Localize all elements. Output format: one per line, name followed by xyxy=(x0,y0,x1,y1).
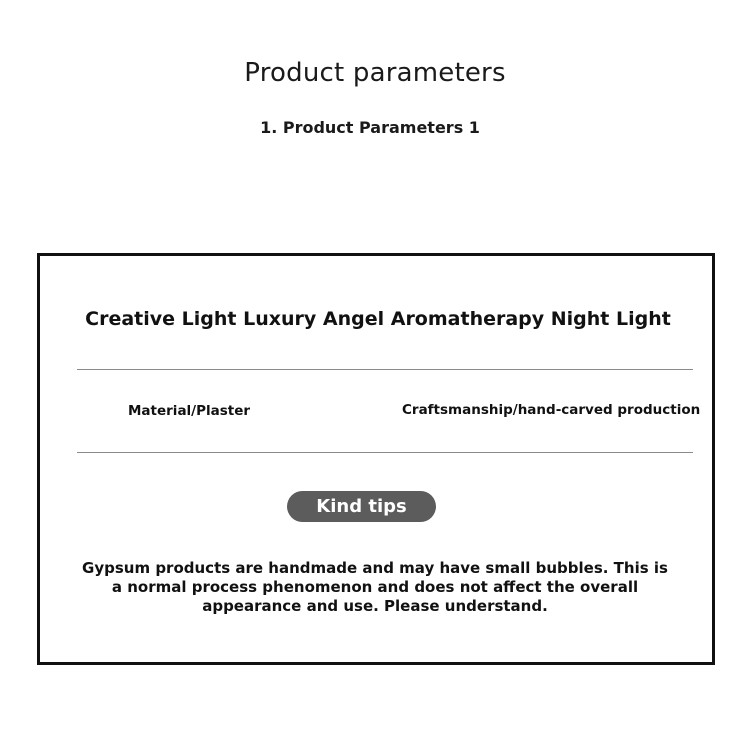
product-name: Creative Light Luxury Angel Aromatherapy Night Light xyxy=(85,308,671,330)
material-spec: Material/Plaster xyxy=(128,403,251,419)
divider-bottom xyxy=(77,452,693,453)
craftsmanship-spec: Craftsmanship/hand-carved production xyxy=(402,402,701,418)
product-parameters-box xyxy=(37,253,715,665)
divider-top xyxy=(77,369,693,370)
page-title: Product parameters xyxy=(244,58,506,88)
kind-tips-label: Kind tips xyxy=(316,496,407,517)
kind-tips-badge xyxy=(287,491,436,522)
kind-tips-text: Gypsum products are handmade and may have small bubbles. This is a normal process phenomenon and does not affect the overall appearance and use. Please understand. xyxy=(82,559,668,615)
section-heading: 1. Product Parameters 1 xyxy=(260,118,480,137)
